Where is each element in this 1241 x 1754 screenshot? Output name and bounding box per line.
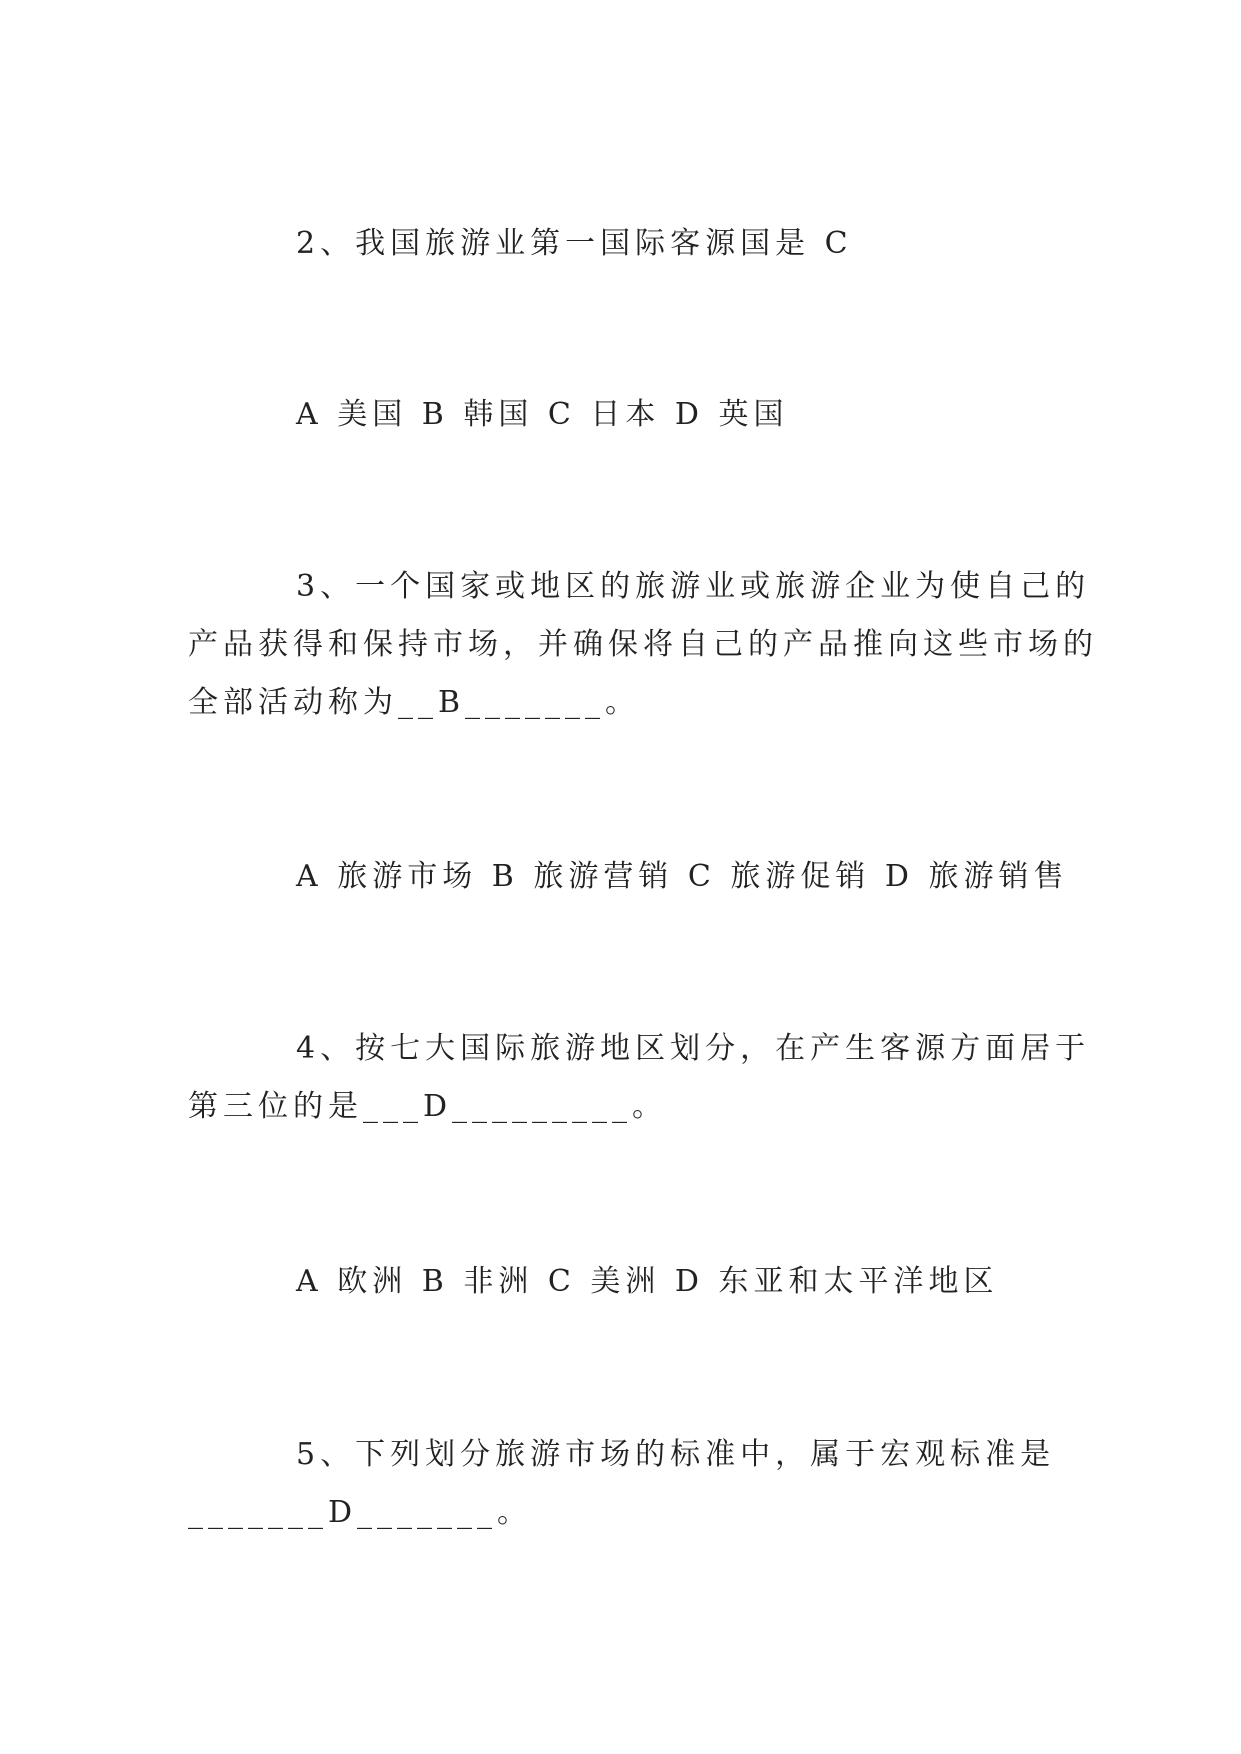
question-5-stem-line-2: _______D_______。 — [188, 1495, 533, 1530]
question-5-stem-line-1: 5、下列划分旅游市场的标准中，属于宏观标准是 — [296, 1437, 1056, 1472]
question-4-stem-line-1: 4、按七大国际旅游地区划分，在产生客源方面居于 — [296, 1031, 1091, 1066]
question-2-stem: 2、我国旅游业第一国际客源国是 C — [296, 226, 853, 261]
question-3-stem-line-2: 产品获得和保持市场，并确保将自己的产品推向这些市场的 — [188, 627, 1098, 662]
question-2-options: A 美国 B 韩国 C 日本 D 英国 — [296, 397, 789, 432]
question-3-stem-line-3: 全部活动称为__B_______。 — [188, 685, 641, 720]
question-3-stem-line-1: 3、一个国家或地区的旅游业或旅游企业为使自己的 — [296, 569, 1091, 604]
question-4-options: A 欧洲 B 非洲 C 美洲 D 东亚和太平洋地区 — [296, 1264, 999, 1299]
question-4-stem-line-2: 第三位的是___D_________。 — [188, 1089, 668, 1124]
question-3-options: A 旅游市场 B 旅游营销 C 旅游促销 D 旅游销售 — [296, 859, 1069, 894]
